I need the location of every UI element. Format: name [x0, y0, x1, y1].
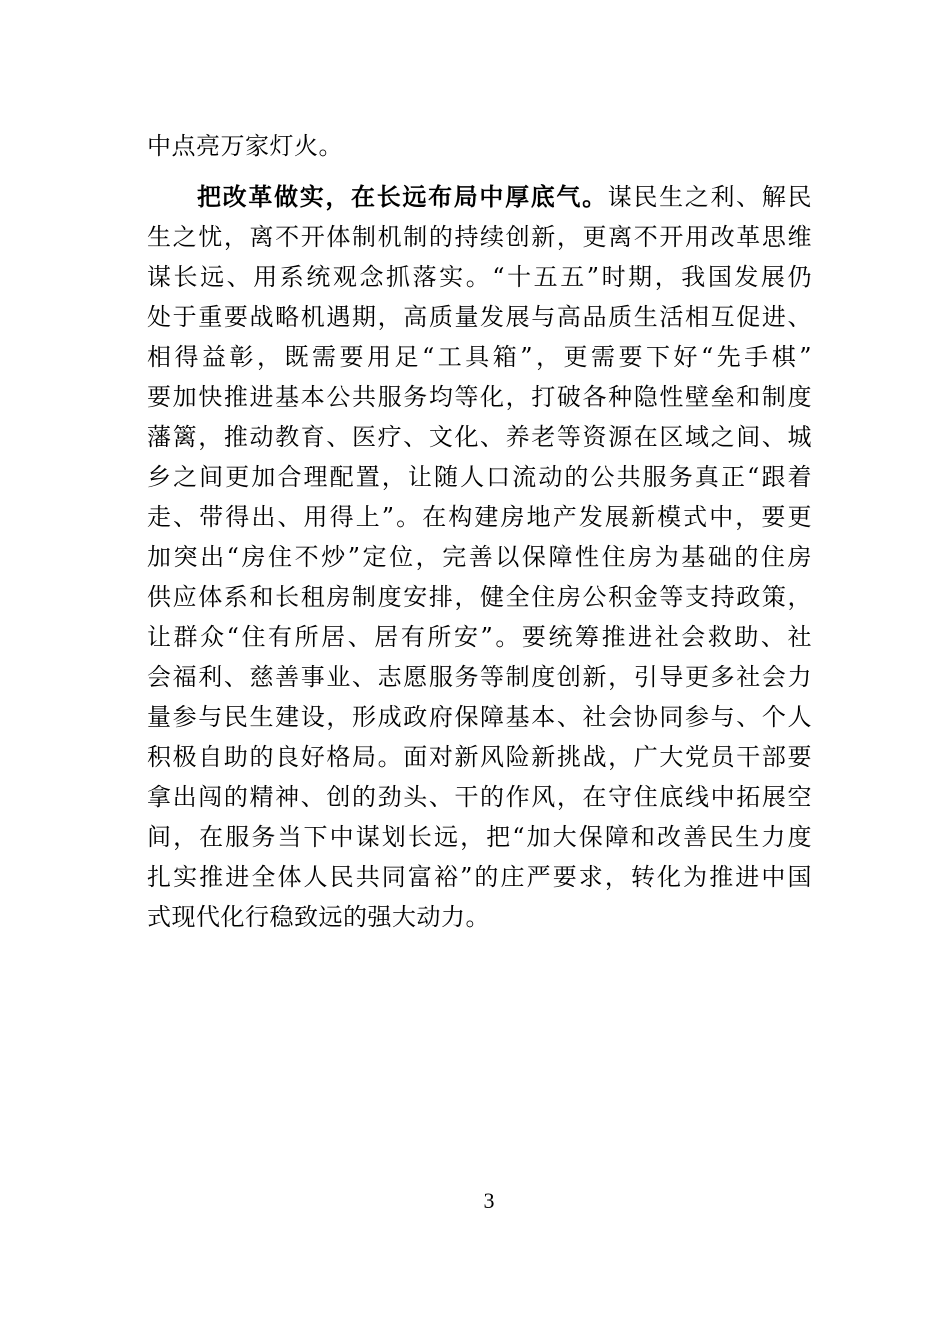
text-line: 加突出“房住不炒”定位，完善以保障性住房为基础的住房 [147, 543, 812, 571]
text-line: 让群众“住有所居、居有所安”。要统筹推进社会救助、社 [147, 623, 812, 651]
paragraph-heading: 把改革做实，在长远布局中厚底气。 [197, 183, 608, 211]
text-line: 走、带得出、用得上”。在构建房地产发展新模式中，要更 [147, 503, 812, 531]
text-line: 中点亮万家灯火。 [147, 132, 343, 160]
text-line: 生之忧，离不开体制机制的持续创新，更离不开用改革思维 [147, 223, 812, 251]
text-line: 供应体系和长租房制度安排，健全住房公积金等支持政策， [147, 583, 812, 611]
text-line: 谋长远、用系统观念抓落实。“十五五”时期，我国发展仍 [147, 263, 812, 291]
text-line: 乡之间更加合理配置，让随人口流动的公共服务真正“跟着 [147, 463, 812, 491]
page-number: 3 [483, 1188, 495, 1213]
text-line: 间，在服务当下中谋划长远，把“加大保障和改善民生力度 [147, 823, 812, 851]
text-line: 藩篱，推动教育、医疗、文化、养老等资源在区域之间、城 [147, 423, 812, 451]
text-line: 拿出闯的精神、创的劲头、干的作风，在守住底线中拓展空 [147, 783, 812, 811]
document-body [147, 126, 812, 937]
paragraph-first-line [147, 177, 812, 217]
text-run: 谋民生之利、解民 [607, 183, 812, 211]
text-line: 处于重要战略机遇期，高质量发展与高品质生活相互促进、 [147, 303, 812, 331]
text-line: 式现代化行稳致远的强大动力。 [147, 903, 490, 931]
text-line: 量参与民生建设，形成政府保障基本、社会协同参与、个人 [147, 703, 812, 731]
text-line: 积极自助的良好格局。面对新风险新挑战，广大党员干部要 [147, 743, 812, 771]
text-line: 扎实推进全体人民共同富裕”的庄严要求，转化为推进中国 [147, 863, 812, 891]
text-line: 会福利、慈善事业、志愿服务等制度创新，引导更多社会力 [147, 663, 812, 691]
text-line: 相得益彰，既需要用足“工具箱”，更需要下好“先手棋” [147, 343, 812, 371]
text-line: 要加快推进基本公共服务均等化，打破各种隐性壁垒和制度 [147, 383, 812, 411]
